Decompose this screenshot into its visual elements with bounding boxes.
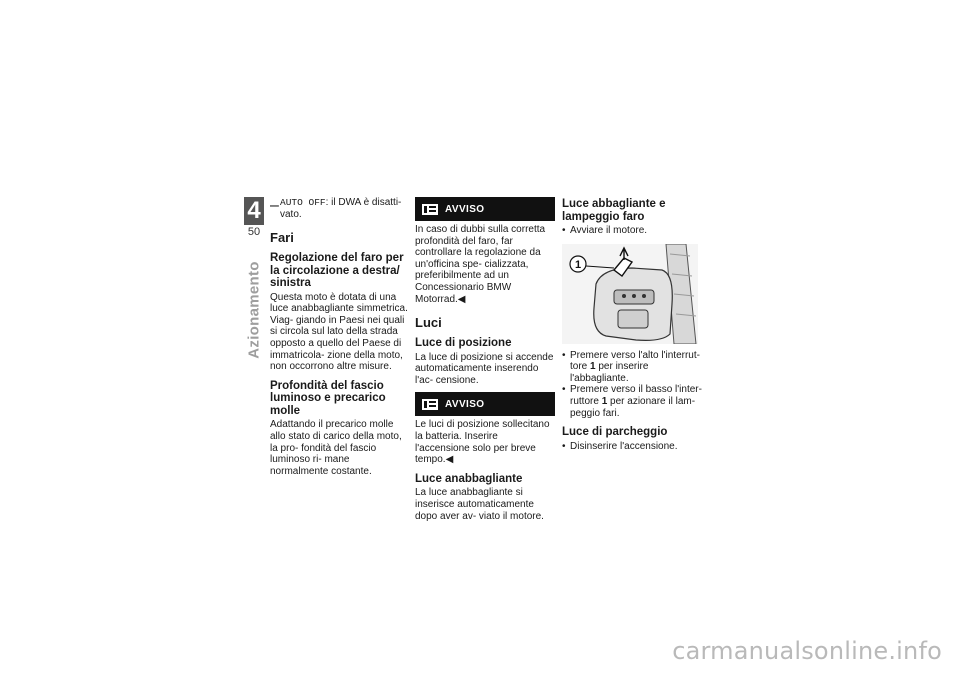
callout-1-label: 1 xyxy=(574,258,582,271)
column-1 xyxy=(270,197,410,477)
warning-banner-1 xyxy=(415,197,555,221)
list-item-text: Disinserire l'accensione. xyxy=(570,440,678,452)
warning-label-2: AVVISO xyxy=(445,398,485,410)
warning-banner-2 xyxy=(415,392,555,416)
list-item xyxy=(562,350,702,385)
handlebar-switch-illustration xyxy=(562,244,698,344)
heading-luci: Luci xyxy=(415,315,442,331)
bullet: • xyxy=(562,384,566,396)
dwa-item xyxy=(270,197,410,220)
list-abbagliante xyxy=(562,350,702,420)
paragraph-anabbagliante: La luce anabbagliante si inserisce automaticamente dopo aver av- viato il motore. xyxy=(415,487,544,522)
heading-abbagliante: Luce abbagliante e lampeggio faro xyxy=(562,198,666,223)
list-item-text: Avviare il motore. xyxy=(570,225,648,236)
list-parcheggio xyxy=(562,441,702,453)
heading-parcheggio: Luce di parcheggio xyxy=(562,426,668,439)
book-warning-icon xyxy=(421,397,439,411)
heading-regolazione: Regolazione del faro per la circolazione a destra/ sinistra xyxy=(270,252,404,290)
paragraph-posizione: La luce di posizione si accende automaticamente inserendo l'ac- censione. xyxy=(415,351,554,386)
chapter-number-tab: 4 xyxy=(244,197,264,225)
watermark: carmanualsonline.info xyxy=(672,637,942,665)
warning-label-1: AVVISO xyxy=(445,203,485,215)
column-3 xyxy=(562,197,702,452)
list-item xyxy=(562,441,702,453)
heading-posizione: Luce di posizione xyxy=(415,337,512,350)
warning-text-2: Le luci di posizione sollecitano la batteria. Inserire l'accensione solo per breve tempo.◀ xyxy=(415,419,550,466)
paragraph-profondita: Adattando il precarico molle allo stato di carico della moto, la pro- fondità del fascio luminoso ri- mane normalmente costante. xyxy=(270,419,402,477)
bullet: • xyxy=(562,349,566,361)
column-2 xyxy=(415,197,555,522)
paragraph-regolazione: Questa moto è dotata di una luce anabbagliante simmetrica. Viag- giando in Paesi nei quali si circola sul lato della strada opposto a quello del Paese di immatricola- zione della moto, non occorrono altre misure. xyxy=(270,291,408,373)
dwa-item-desc: : il DWA è disatti- vato. xyxy=(280,197,402,220)
auto-off-code: AUTO OFF xyxy=(280,197,326,208)
list-avvio xyxy=(562,225,702,237)
heading-profondita: Profondità del fascio luminoso e precarico molle xyxy=(270,379,386,417)
handlebar-switch-drawing xyxy=(562,244,698,344)
list-item-text: Premere verso il basso l'inter- ruttore 1 per azionare il lam- peggio fari. xyxy=(570,384,702,419)
page-number: 50 xyxy=(247,226,261,238)
bullet: • xyxy=(562,225,566,236)
bullet: • xyxy=(562,440,566,452)
dash-mark: – xyxy=(270,197,279,214)
warning-text-1: In caso di dubbi sulla corretta profondità del faro, far controllare la regolazione da un'officina spe- cializzata, preferibilmente ad un Concessionario BMW Motorrad.◀ xyxy=(415,224,546,305)
book-warning-icon xyxy=(421,202,439,216)
heading-anabbagliante: Luce anabbagliante xyxy=(415,472,523,485)
list-item-text: Premere verso l'alto l'interrut- tore 1 per inserire l'abbagliante. xyxy=(570,349,700,384)
list-item xyxy=(562,225,702,237)
list-item xyxy=(562,384,702,419)
heading-fari: Fari xyxy=(270,230,294,246)
dwa-item-text xyxy=(280,197,410,220)
chapter-side-label: Azionamento xyxy=(245,261,263,359)
